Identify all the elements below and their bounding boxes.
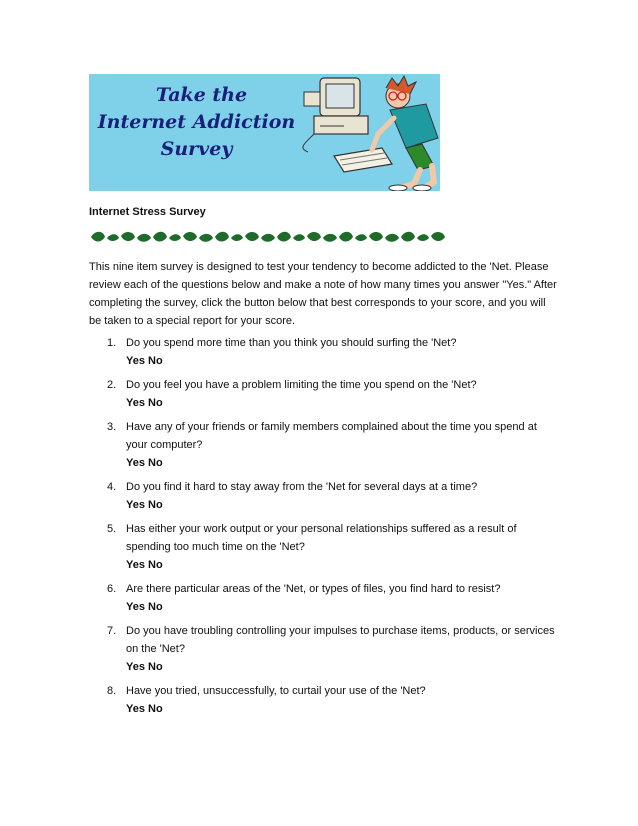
no-option[interactable]: No — [148, 499, 163, 511]
question-number: 3. — [107, 421, 117, 433]
question-item — [89, 418, 559, 472]
answer-options — [126, 496, 559, 514]
answer-options — [126, 556, 559, 574]
question-item — [89, 622, 559, 676]
yes-option[interactable]: Yes — [126, 703, 145, 715]
yes-option[interactable]: Yes — [126, 661, 145, 673]
question-text: Have any of your friends or family members complained about the time you spend at your computer? — [126, 421, 537, 451]
question-number: 6. — [107, 583, 117, 595]
question-item — [89, 520, 559, 574]
banner-line-3: Survey — [160, 138, 233, 160]
answer-options — [126, 394, 559, 412]
question-item — [89, 580, 559, 616]
question-number: 7. — [107, 625, 117, 637]
banner-title — [89, 82, 304, 163]
yes-option[interactable]: Yes — [126, 457, 145, 469]
computer-user-illustration — [294, 74, 440, 191]
answer-options — [126, 352, 559, 370]
question-text: Has either your work output or your personal relationships suffered as a result of spending too much time on the 'Net? — [126, 523, 517, 553]
question-text: Do you find it hard to stay away from the 'Net for several days at a time? — [126, 481, 478, 493]
question-number: 1. — [107, 337, 117, 349]
no-option[interactable]: No — [148, 601, 163, 613]
no-option[interactable]: No — [148, 703, 163, 715]
question-number: 8. — [107, 685, 117, 697]
yes-option[interactable]: Yes — [126, 601, 145, 613]
no-option[interactable]: No — [148, 397, 163, 409]
leaf-vine-divider — [89, 228, 447, 246]
yes-option[interactable]: Yes — [126, 397, 145, 409]
no-option[interactable]: No — [148, 457, 163, 469]
question-item — [89, 334, 559, 370]
question-item — [89, 376, 559, 412]
question-text: Do you spend more time than you think you should surfing the 'Net? — [126, 337, 457, 349]
question-item — [89, 682, 559, 718]
question-text: Do you feel you have a problem limiting the time you spend on the 'Net? — [126, 379, 477, 391]
no-option[interactable]: No — [148, 559, 163, 571]
question-number: 4. — [107, 481, 117, 493]
answer-options — [126, 598, 559, 616]
question-text: Have you tried, unsuccessfully, to curtail your use of the 'Net? — [126, 685, 426, 697]
answer-options — [126, 700, 559, 718]
banner-line-2: Internet Addiction — [97, 111, 296, 133]
yes-option[interactable]: Yes — [126, 559, 145, 571]
question-number: 2. — [107, 379, 117, 391]
yes-option[interactable]: Yes — [126, 499, 145, 511]
question-item — [89, 478, 559, 514]
no-option[interactable]: No — [148, 661, 163, 673]
survey-banner — [89, 74, 440, 191]
question-text: Are there particular areas of the 'Net, or types of files, you find hard to resist? — [126, 583, 501, 595]
answer-options — [126, 658, 559, 676]
question-list — [89, 334, 559, 724]
survey-title: Internet Stress Survey — [89, 206, 206, 218]
no-option[interactable]: No — [148, 355, 163, 367]
question-number: 5. — [107, 523, 117, 535]
question-text: Do you have troubling controlling your impulses to purchase items, products, or services on the 'Net? — [126, 625, 555, 655]
banner-line-1: Take the — [155, 84, 248, 106]
yes-option[interactable]: Yes — [126, 355, 145, 367]
survey-intro: This nine item survey is designed to test your tendency to become addicted to the 'Net. Please review each of the questions below and make a note of how many times you answer "Yes." After completing the survey, click the button below that best corresponds to your score, and you will be taken to a special report for your score. — [89, 261, 557, 327]
answer-options — [126, 454, 559, 472]
